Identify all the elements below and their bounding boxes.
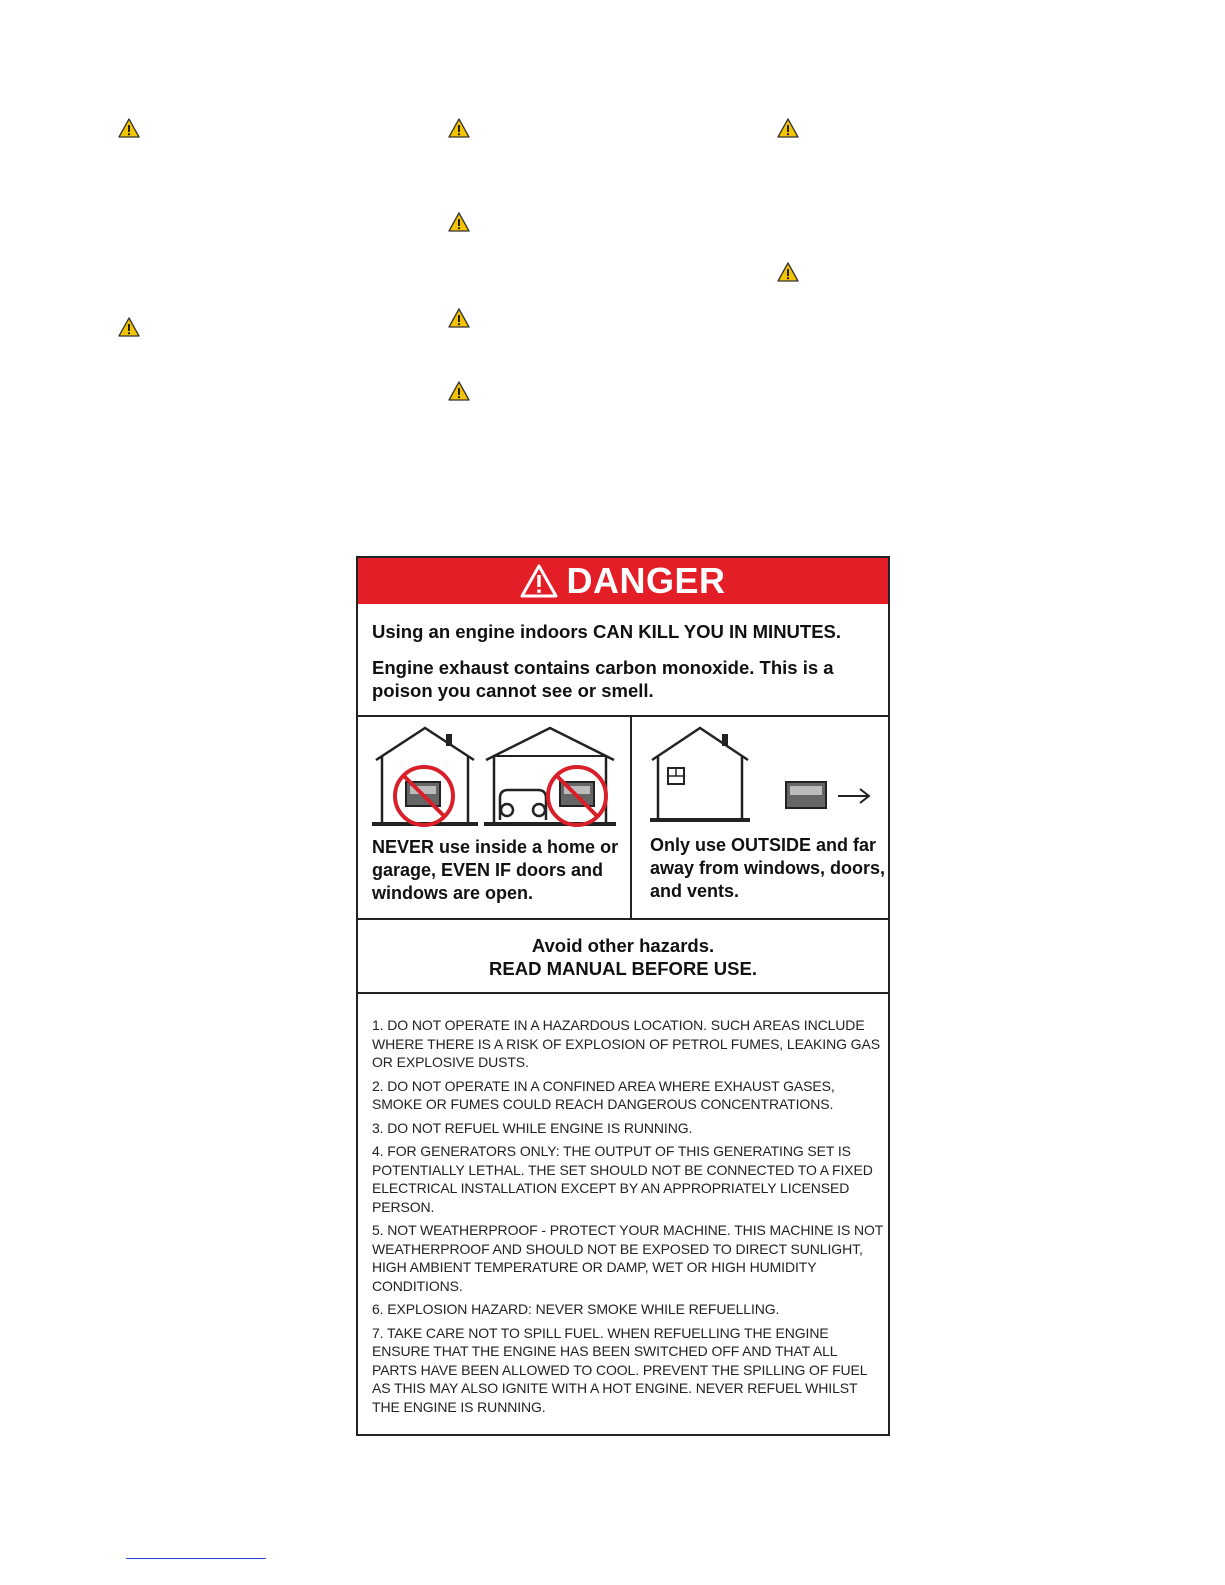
warning-icon (448, 212, 470, 232)
hazard-item: 7. TAKE CARE NOT TO SPILL FUEL. WHEN REFUELLING THE ENGINE ENSURE THAT THE ENGINE HAS BEEN SWITCHED OFF AND THAT ALL PARTS HAVE BEEN ALLOWED TO COOL. PREVENT THE SPILLING OF FUEL AS THIS MAY ALSO IGNITE WITH A HOT ENGINE. NEVER REFUEL WHILST THE ENGINE IS RUNNING. (372, 1324, 867, 1415)
warning-icon (448, 308, 470, 328)
hazard-item: 3. DO NOT REFUEL WHILE ENGINE IS RUNNING. (372, 1119, 693, 1136)
divider (358, 918, 888, 920)
danger-label (356, 556, 890, 1436)
outdoor-use-pictogram (648, 724, 878, 824)
warning-icon (777, 118, 799, 138)
hazard-list (372, 1016, 884, 1421)
footer-link-underline[interactable] (126, 1558, 266, 1559)
danger-header (358, 558, 888, 604)
danger-triangle-icon (520, 564, 558, 598)
warning-icon (448, 381, 470, 401)
read-manual-line: READ MANUAL BEFORE USE. (489, 958, 757, 979)
warning-icon (118, 317, 140, 337)
divider (630, 715, 632, 919)
warning-icon (448, 118, 470, 138)
warning-icon (777, 262, 799, 282)
hazard-item: 2. DO NOT OPERATE IN A CONFINED AREA WHERE EXHAUST GASES, SMOKE OR FUMES COULD REACH DANGEROUS CONCENTRATIONS. (372, 1077, 835, 1112)
intro-line-2: Engine exhaust contains carbon monoxide. This is a poison you cannot see or smell. (372, 657, 834, 701)
hazard-item: 4. FOR GENERATORS ONLY: THE OUTPUT OF THIS GENERATING SET IS POTENTIALLY LETHAL. THE SET SHOULD NOT BE CONNECTED TO A FIXED ELECTRICAL INSTALLATION EXCEPT BY AN APPROPRIATELY LICENSED PERSON. (372, 1143, 873, 1215)
danger-title: DANGER (566, 560, 726, 601)
divider (358, 992, 888, 994)
hazard-item: 5. NOT WEATHERPROOF - PROTECT YOUR MACHINE. THIS MACHINE IS NOT WEATHERPROOF AND SHOULD NOT BE EXPOSED TO DIRECT SUNLIGHT, HIGH AMBIENT TEMPERATURE OR DAMP, WET OR HIGH HUMIDITY CONDITIONS. (372, 1222, 883, 1294)
no-indoor-use-pictogram (370, 724, 630, 832)
warning-icon (118, 118, 140, 138)
use-outside-text: Only use OUTSIDE and far away from windows, doors, and vents. (650, 835, 886, 901)
never-use-indoors-text: NEVER use inside a home or garage, EVEN IF doors and windows are open. (372, 837, 619, 903)
hazard-item: 6. EXPLOSION HAZARD: NEVER SMOKE WHILE REFUELLING. (372, 1301, 780, 1317)
divider (358, 715, 888, 717)
intro-line-1: Using an engine indoors CAN KILL YOU IN MINUTES. (372, 621, 842, 642)
hazard-item: 1. DO NOT OPERATE IN A HAZARDOUS LOCATION. SUCH AREAS INCLUDE WHERE THERE IS A RISK OF EXPLOSION OF PETROL FUMES, LEAKING GAS OR EXPLOSIVE DUSTS. (372, 1017, 880, 1070)
avoid-hazards-line-1: Avoid other hazards. (531, 935, 715, 956)
